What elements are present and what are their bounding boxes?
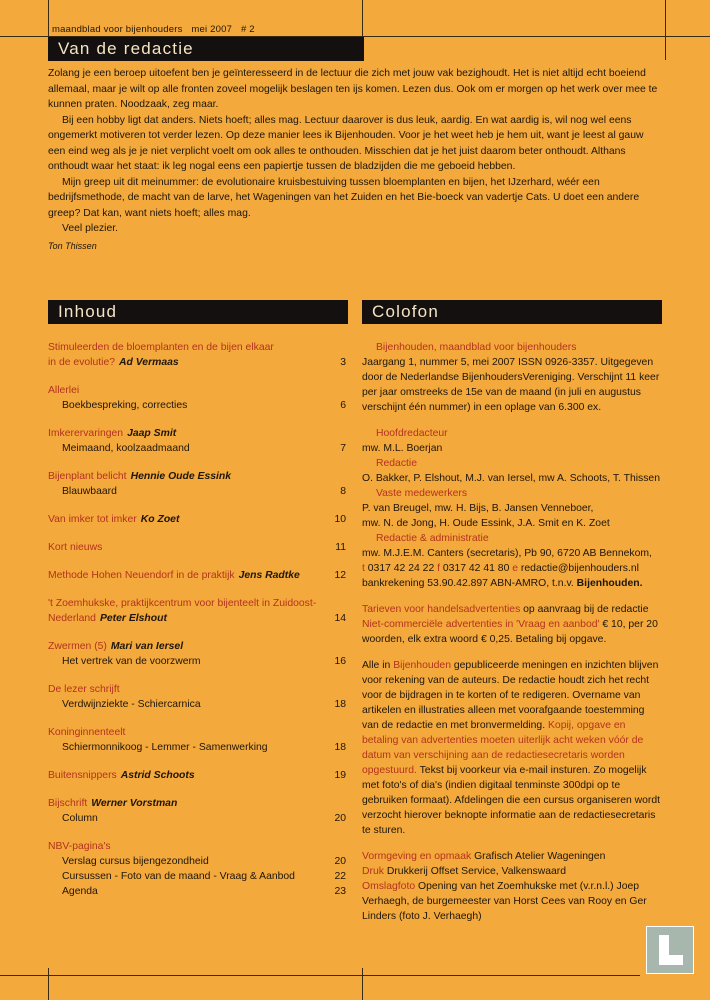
toc-author: Hennie Oude Essink [130,471,232,482]
toc-page-number: 11 [335,542,346,553]
toc-category: Methode Hohen Neuendorf in de praktijk [48,570,235,581]
toc-category: De lezer schrijft [48,684,120,695]
toc-page-number: 10 [334,514,346,525]
toc-author: Ko Zoet [140,514,180,525]
toc-author: Ad Vermaas [119,357,179,368]
editorial-body [48,66,663,254]
toc-category: Bijschrift [48,798,88,809]
editorial-paragraph: Veel plezier. [62,223,119,234]
frame-rule [48,968,49,1000]
toc-page-number: 6 [340,400,346,411]
bank-line [362,576,662,591]
toc-subtitle: Cursussen - Foto van de maand - Vraag & Aanbod [62,871,295,882]
toc-subtitle: Het vertrek van de voorzwerm [62,656,201,667]
druk-label: Druk [362,866,384,877]
nc-advert-text: € 10, per 20 woorden, elk extra woord € 0,25. Betaling bij opgave. [362,619,658,645]
toc-subtitle: Verdwijnziekte - Schiercarnica [62,699,201,710]
editorial-title: Van de redactie [48,37,364,61]
druk-value: Drukkerij Offset Service, Valkenswaard [386,866,567,877]
inhoud-title: Inhoud [48,300,348,324]
issue-number: # 2 [240,24,255,35]
toc-page-number: 23 [334,886,346,897]
toc-category: NBV-pagina's [48,841,111,852]
toc-page-number: 20 [334,856,346,867]
redactie-label: Redactie [376,458,418,469]
toc-entry[interactable] [48,426,346,456]
toc-category: Zwermen (5) [48,641,107,652]
masthead [52,24,261,35]
toc-subtitle: Column [62,813,98,824]
toc-category: Allerlei [48,385,80,396]
toc-author: Werner Vorstman [91,798,178,809]
frame-rule [362,968,363,1000]
vormgeving [362,849,662,864]
frame-rule [0,975,640,976]
toc-entry[interactable] [48,383,346,413]
toc-category: in de evolutie? [48,357,116,368]
vormgeving-label: Vormgeving en opmaak [362,851,472,862]
toc-entry[interactable] [48,768,346,783]
toc-author: Peter Elshout [99,613,167,624]
toc-page-number: 18 [334,742,346,753]
toc-page-number: 18 [334,699,346,710]
frame-rule [665,0,666,60]
toc-category: Kort nieuws [48,542,103,553]
email-label: e [512,563,519,574]
toc-entry[interactable] [48,639,346,669]
bank-name: Bijenhouden. [576,578,643,589]
table-of-contents [48,340,346,912]
disclaimer [362,658,662,838]
phone-value: 0317 42 24 22 [367,563,435,574]
toc-category: Stimuleerden de bloemplanten en de bijen elkaar [48,342,274,353]
toc-category: Koninginnenteelt [48,727,126,738]
toc-entry[interactable] [48,568,346,583]
disclaimer-text: gepubliceerde meningen en inzichten blijven voor rekening van de auteurs. De redactie houdt zich het recht voor de bijdragen in te korten of te redigeren. Overname van artikelen en illustraties alleen met voorafgaande toestemming van de redactie en met bronvermelding. [362,660,659,731]
toc-subtitle: Verslag cursus bijengezondheid [62,856,209,867]
tarieven-text: op aanvraag bij de redactie [523,604,649,615]
issue-date: mei 2007 [191,24,233,35]
toc-page-number: 20 [334,813,346,824]
toc-category: Bijenplant belicht [48,471,127,482]
toc-entry[interactable] [48,596,346,626]
toc-author: Mari van Iersel [110,641,184,652]
colofon [362,340,662,935]
toc-page-number: 3 [340,357,346,368]
redactie: O. Bakker, P. Elshout, M.J. van Iersel, mw A. Schoots, T. Thissen [362,473,660,484]
toc-entry[interactable] [48,682,346,712]
druk [362,864,662,879]
toc-entry[interactable] [48,839,346,899]
toc-entry[interactable] [48,512,346,527]
toc-category: Van imker tot imker [48,514,137,525]
toc-category: 't Zoemhukske, praktijkcentrum voor bijenteelt in Zuidoost- [48,598,317,609]
kopij-deadline: Kopij, opgave en betaling van advertenties moeten uiterlijk acht weken vóór de datum van verschijning aan de redactiesecretaris worden opgestuurd. [362,720,644,776]
toc-page-number: 12 [334,570,346,581]
fax-label: f [437,563,441,574]
vaste-medewerkers: mw. N. de Jong, H. Oude Essink, J.A. Smit en K. Zoet [362,518,610,529]
colofon-intro: Jaargang 1, nummer 5, mei 2007 ISSN 0926-3357. Uitgegeven door de Nederlandse BijenhoudersVereniging. Verschijnt 11 keer per jaar omstreeks de 15e van de maand (in juli en augustus verschijnt één nummer) in een oplage van 6.300 ex. [362,357,660,413]
admin-address: mw. M.J.E.M. Canters (secretaris), Pb 90, 6720 AB Bennekom, [362,548,652,559]
toc-page-number: 8 [340,486,346,497]
vormgeving-value: Grafisch Atelier Wageningen [474,851,606,862]
toc-page-number: 7 [340,443,346,454]
email-value[interactable]: redactie@bijenhouders.nl [520,563,639,574]
toc-category: Imkerervaringen [48,428,124,439]
disclaimer-title: Bijenhouden [393,660,451,671]
toc-author: Jens Radtke [238,570,300,581]
toc-entry[interactable] [48,340,346,370]
toc-page-number: 19 [334,770,346,781]
logo-badge [646,926,694,974]
tarieven [362,602,662,647]
editorial-paragraph: Bij een hobby ligt dat anders. Niets hoeft; alles mag. Lectuur daarover is dus leuk, aardig. En wat aardig is, wil nog wel eens ongemerkt motiveren tot verder lezen. Op deze manier lees ik Bijenhouden. Voor je het weet heb je hem uit, want je leest al gauw een eind weg als je je niet verplicht voelt om ook alles te onthouden. Misschien dat je het juist daarom beter onthoudt. Althans onthoudt waar het staat: ik leg nogal eens een papiertje tussen de bladzijden die me geboeid hebben. [48,114,644,172]
toc-page-number: 22 [334,871,346,882]
contact-line [362,561,662,576]
toc-category: Buitensnippers [48,770,117,781]
vaste-medewerkers-label: Vaste medewerkers [376,488,468,499]
editorial-paragraph: Zolang je een beroep uitoefent ben je geïnteresseerd in de lectuur die zich met jouw vak bezighoudt. Het is niet altijd echt boeiend allemaal, maar je wilt op alle fronten zoveel mogelijk beslagen ten ijs komen. Lezen dus. Ook om er morgen op het werk over mee te kunnen praten. Noodzaak, zeg maar. [48,68,658,110]
fax-value: 0317 42 41 80 [442,563,510,574]
toc-entry[interactable] [48,725,346,755]
toc-entry[interactable] [48,796,346,826]
toc-subtitle: Meimaand, koolzaadmaand [62,443,190,454]
editorial-paragraph: Mijn greep uit dit meinummer: de evolutionaire kruisbestuiving tussen bloemplanten en bijen, het IJzerhard, wéér een bedrijfsmethode, de macht van de larve, het Wageningen van het Zuiden en het Bie-boeck van vadertje Cats. U doet een andere greep? Dat kan, want niets hoeft; alles mag. [48,176,640,219]
toc-entry[interactable] [48,540,346,555]
omslagfoto [362,879,662,924]
colofon-heading: Bijenhouden, maandblad voor bijenhouders [376,342,577,353]
colofon-title: Colofon [362,300,662,324]
vaste-medewerkers: P. van Breugel, mw. H. Bijs, B. Jansen Venneboer, [362,503,594,514]
tarieven-label: Tarieven voor handelsadvertenties [362,604,521,615]
omslagfoto-label: Omslagfoto [362,881,416,892]
administratie-label: Redactie & administratie [376,533,489,544]
nc-advert-label: Niet-commerciële advertenties in 'Vraag en aanbod' [362,619,600,630]
publication-name: maandblad voor bijenhouders [52,24,183,35]
bank-account: bankrekening 53.90.42.897 ABN-AMRO, t.n.v. [362,578,574,589]
toc-page-number: 14 [334,613,346,624]
phone-label: t [362,563,365,574]
toc-page-number: 16 [334,656,346,667]
toc-subtitle: Schiermonnikoog - Lemmer - Samenwerking [62,742,268,753]
hoofdredacteur: mw. M.L. Boerjan [362,443,443,454]
toc-subtitle: Boekbespreking, correcties [62,400,188,411]
toc-subtitle: Blauwbaard [62,486,117,497]
editorial-signature: Ton Thissen [48,240,97,251]
toc-entry[interactable] [48,469,346,499]
toc-author: Astrid Schoots [120,770,195,781]
disclaimer-pre: Alle in [362,660,391,671]
hoofdredacteur-label: Hoofdredacteur [376,428,448,439]
omslagfoto-value: Opening van het Zoemhukske met (v.r.n.l.) Joep Verhaegh, de burgemeester van Horst Cees van Rooy en Ger Linders (foto J. Verhaegh) [362,881,647,922]
kopij-text: Tekst bij voorkeur via e-mail insturen. Zo mogelijk met foto's of dia's (indien digitaal tenminste 300dpi op te gebruiken formaat). Afdelingen die een cursus organiseren wordt verzocht hierover beknopte informatie aan de redactiesecretaris te sturen. [362,765,661,836]
toc-category: Nederland [48,613,96,624]
toc-subtitle: Agenda [62,886,98,897]
toc-author: Jaap Smit [127,428,177,439]
